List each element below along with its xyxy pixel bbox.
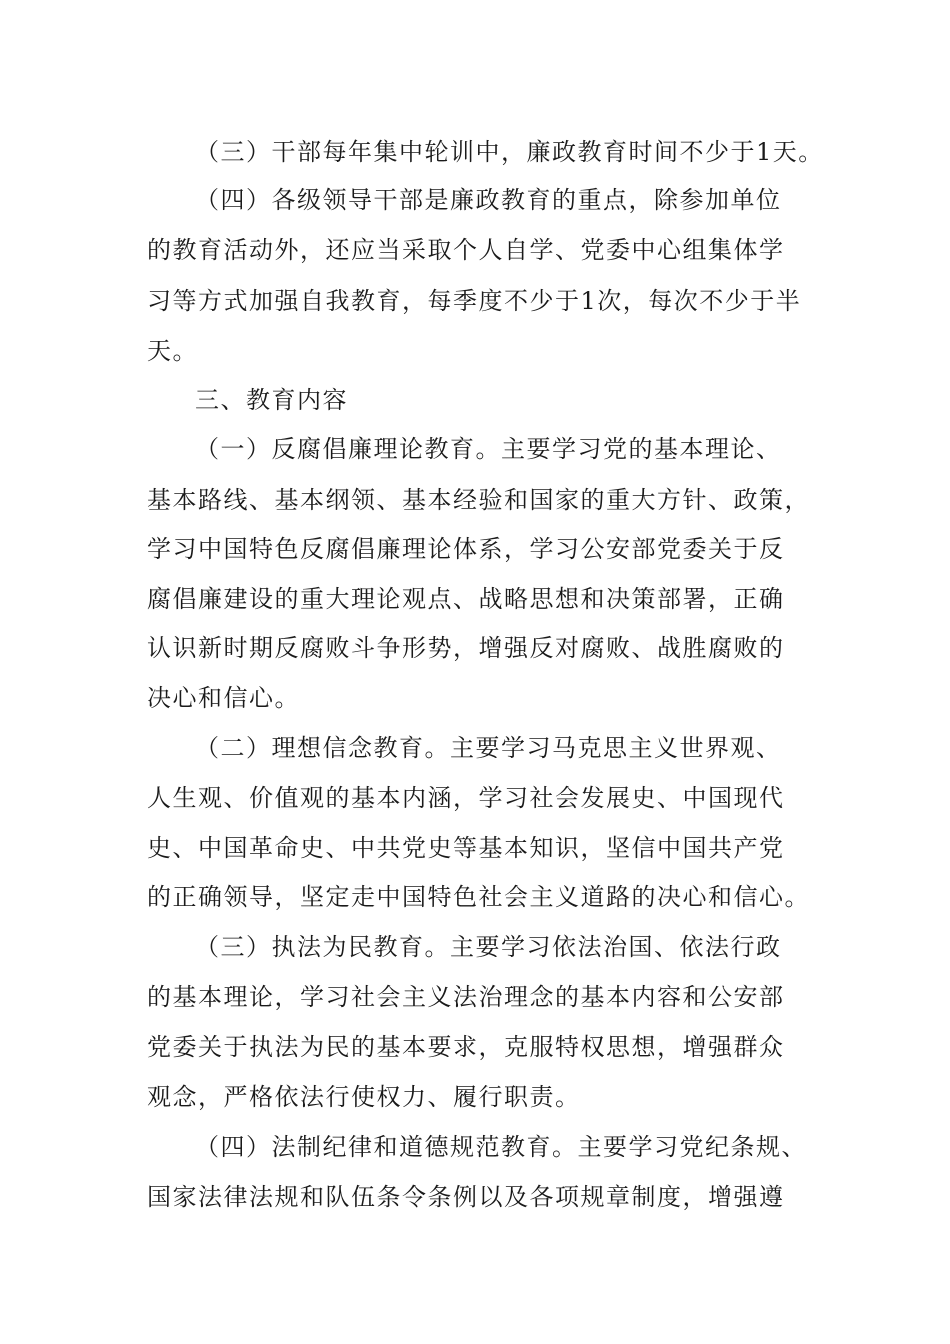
paragraph-line: 决心和信心。	[147, 684, 300, 712]
paragraph-line: 认识新时期反腐败斗争形势，增强反对腐败、战胜腐败的	[147, 634, 785, 662]
paragraph-line: （四）法制纪律和道德规范教育。主要学习党纪条规、	[195, 1133, 807, 1161]
paragraph-line: 的基本理论，学习社会主义法治理念的基本内容和公安部	[147, 983, 785, 1011]
paragraph-line: 基本路线、基本纲领、基本经验和国家的重大方针、政策，	[147, 486, 810, 514]
paragraph-line: 党委关于执法为民的基本要求，克服特权思想，增强群众	[147, 1033, 785, 1061]
paragraph-line: （二）理想信念教育。主要学习马克思主义世界观、	[195, 734, 782, 762]
paragraph-line: （三）干部每年集中轮训中，廉政教育时间不少于1天。	[195, 138, 824, 166]
paragraph-line: （四）各级领导干部是廉政教育的重点，除参加单位	[195, 186, 782, 214]
paragraph-line: 史、中国革命史、中共党史等基本知识，坚信中国共产党	[147, 834, 785, 862]
paragraph-line: 人生观、价值观的基本内涵，学习社会发展史、中国现代	[147, 784, 785, 812]
paragraph-line: 国家法律法规和队伍条令条例以及各项规章制度，增强遵	[147, 1183, 785, 1211]
paragraph-line: 的正确领导，坚定走中国特色社会主义道路的决心和信心。	[147, 883, 810, 911]
paragraph-line: 观念，严格依法行使权力、履行职责。	[147, 1083, 581, 1111]
paragraph-line: （一）反腐倡廉理论教育。主要学习党的基本理论、	[195, 435, 782, 463]
paragraph-line: 腐倡廉建设的重大理论观点、战略思想和决策部署，正确	[147, 585, 785, 613]
paragraph-line: 学习中国特色反腐倡廉理论体系，学习公安部党委关于反	[147, 535, 785, 563]
paragraph-line: 的教育活动外，还应当采取个人自学、党委中心组集体学	[147, 236, 785, 264]
paragraph-line: （三）执法为民教育。主要学习依法治国、依法行政	[195, 933, 782, 961]
paragraph-line: 天。	[147, 337, 198, 365]
paragraph-line: 习等方式加强自我教育，每季度不少于1次，每次不少于半	[147, 287, 802, 315]
section-heading: 三、教育内容	[195, 386, 348, 414]
